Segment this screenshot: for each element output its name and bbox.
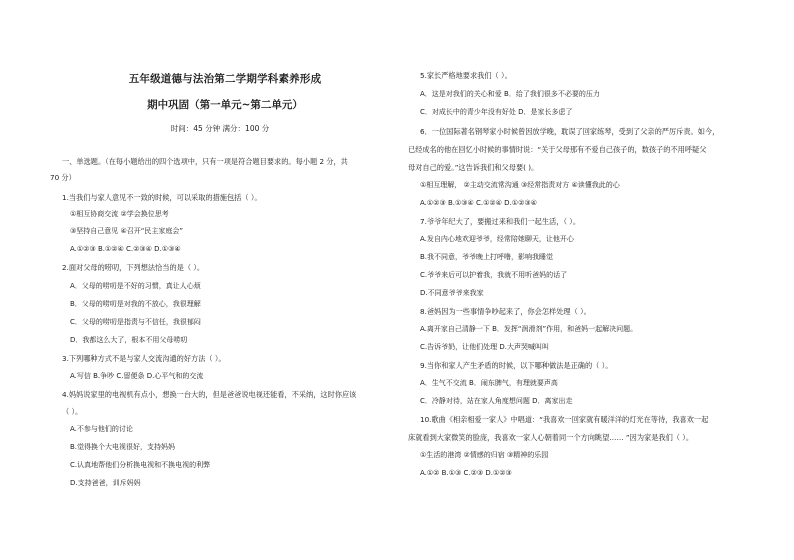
q10-options: A.①② B.①③ C.②③ D.①②③ <box>420 469 512 477</box>
question-5: 5.家长严格地要求我们（ ）。 <box>420 71 512 80</box>
q8-options-ab: A.离开家自己清静一下 B．发挥“润滑剂”作用，和爸妈一起解决问题。 <box>420 325 638 333</box>
section-heading: 一、单选题。（在每小题给出的四个选项中，只有一项是符合题目要求的。每小题 2 分，共 <box>62 157 348 166</box>
q2-option-a: A．父母的唠叨是不好的习惯，真让人心烦 <box>70 282 201 290</box>
q6-items: ①相互理解， ②主动交流常沟通 ③经常指责对方 ④读懂我此的心 <box>420 181 620 189</box>
question-9: 9.当你和家人产生矛盾的时候，以下哪种做法是正确的（ ）。 <box>420 361 613 370</box>
question-6-cont-2: 母对自己的爱。”这告诉我们和父母要( )。 <box>408 163 539 172</box>
section-heading-cont: 70 分） <box>50 173 76 182</box>
question-6-cont-1: 已经成名的他在回忆小时候的事情时说：“关于父母那有不爱自己孩子的，数孩子的不用呼疑父 <box>408 145 707 154</box>
question-8: 8.爸妈因为一些事情争吵起来了，你会怎样处理（ ）。 <box>420 307 591 316</box>
q1-items-2: ③坚持自己意见 ④召开“民主家庭会” <box>70 227 184 235</box>
q9-options-cd: C．冷静对待，站在家人角度想问题 D．离家出走 <box>420 397 573 405</box>
q2-option-d: D．我都这么大了，根本不用父母唠叨 <box>70 336 188 344</box>
question-6: 6．一位国际著名钢琴家小时候曾因放学晚，耽误了回家练琴，受到了父亲的严厉斥责。如今， <box>420 127 720 136</box>
q4-option-b: B.觉得换个大电视很好，支持妈妈 <box>70 443 176 451</box>
q9-options-ab: A．生气不交流 B．闹东脾气，有理就要声高 <box>420 379 558 387</box>
question-10-cont: 床就看到大家微笑的脸庞，我喜欢一家人心朝着同一个方向眺望…… ”因为家是我们（ ）。 <box>408 433 694 442</box>
q3-options: A.写信 B.争吵 C.留便条 D.心平气和的交流 <box>70 372 204 380</box>
q7-option-a: A.发自内心地欢迎爷爷，经常陪她聊天，让他开心 <box>420 235 574 243</box>
q7-option-b: B.我不同意，爷爷晚上打呼噜，影响我睡觉 <box>420 253 554 261</box>
q5-options-cd: C．对成长中的青少年没有好处 D．是家长多虑了 <box>420 108 573 116</box>
q4-option-c: C.认真地帮他们分析换电视和不换电视的利弊 <box>70 461 211 469</box>
q2-option-c: C．父母的唠叨是指责与不信任，我很郁闷 <box>70 318 201 326</box>
exam-meta: 时间：45 分钟 满分：100 分 <box>170 124 270 133</box>
q4-option-a: A.不参与他们的讨论 <box>70 425 133 433</box>
q4-option-d: D.支持爸爸，训斥妈妈 <box>70 479 141 487</box>
question-4: 4.妈妈说家里的电视机有点小，想换一台大的，但是爸爸说电视还能看，不采纳，这时你应该 <box>62 390 357 399</box>
q6-options: A.①②③ B.①③④ C.①②④ D.①②③④ <box>420 199 537 207</box>
exam-title-line2: 期中巩固（第一单元~第二单元） <box>147 99 303 111</box>
q2-option-b: B．父母的唠叨是对我的不放心，我很理解 <box>70 300 201 308</box>
exam-title-line1: 五年级道德与法治第二学期学科素养形成 <box>128 73 322 85</box>
question-7: 7.爷爷年纪大了，要搬过来和我们一起生活，（ ）。 <box>420 217 581 226</box>
q10-items: ①生活的港湾 ②情感的归宿 ③精神的乐园 <box>420 451 549 459</box>
q5-options-ab: A．这是对我们的关心和爱 B．给了我们很多不必要的压力 <box>420 90 600 98</box>
question-4-cont: （ ）。 <box>62 407 83 416</box>
q7-option-c: C.爷爷来后可以护着我，我就不用听爸妈的话了 <box>420 271 568 279</box>
question-1: 1.当我们与家人意见不一致的时候，可以采取的措施包括（ ）。 <box>62 193 262 202</box>
q7-option-d: D.不同意爷爷来我家 <box>420 289 484 297</box>
question-10: 10.歌曲《相亲相爱一家人》中唱道：“我喜欢一回家就有暖洋洋的灯光在等待，我喜欢一起 <box>420 415 709 424</box>
question-3: 3.下列哪种方式不是与家人交流沟通的好方法（ ）。 <box>62 354 226 363</box>
question-2: 2.面对父母的唠叨，下列想法恰当的是（ ）。 <box>62 263 205 272</box>
q1-options: A.①②③ B.①②④ C.②③④ D.①③④ <box>70 245 181 253</box>
q1-items-1: ①相互协商交流 ②学会换位思考 <box>70 210 169 218</box>
q8-options-cd: C.告诉爷奶，让他们处理 D.大声哭喊叫叫 <box>420 343 549 351</box>
